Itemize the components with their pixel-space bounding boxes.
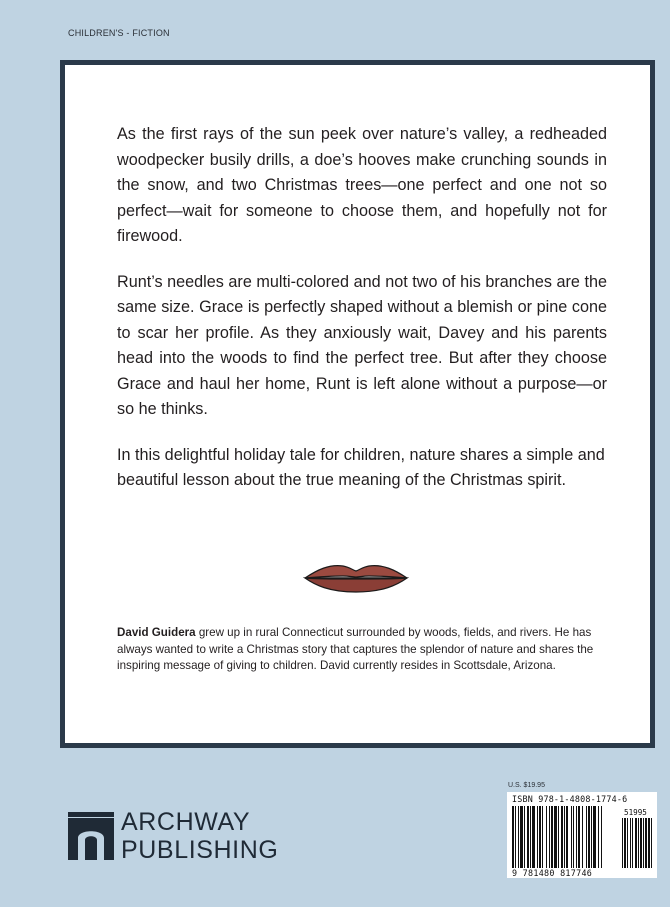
blurb-paragraph-3: In this delightful holiday tale for children, nature shares a simple and beautiful lesson about the true meaning of the Christmas spirit. bbox=[117, 445, 605, 489]
author-bio-text: grew up in rural Connecticut surrounded by woods, fields, and rivers. He has always wanted to write a Christmas story that captures the splendor of nature and shares the inspiring message of giving to children. David currently resides in Scottsdale, Arizona. bbox=[117, 626, 594, 673]
isbn-barcode bbox=[507, 792, 657, 878]
publisher-name-line2: PUBLISHING bbox=[121, 836, 279, 864]
blurb-paragraph-2: Runt’s needles are multi-colored and not two of his branches are the same size. Grace is perfectly shaped without a blemish or pine cone to scar her profile. As they anxiously wait, Davey and his parents head into the woods to find the perfect tree. But after they choose Grace and haul her home, Runt is left alone without a purpose—or so he thinks. bbox=[117, 272, 607, 418]
archway-logo-icon bbox=[68, 812, 114, 860]
back-cover-panel bbox=[60, 60, 655, 748]
book-blurb bbox=[117, 122, 607, 514]
publisher-name-line1: ARCHWAY bbox=[121, 808, 251, 836]
author-bio bbox=[117, 625, 609, 675]
publisher-logo bbox=[68, 810, 278, 862]
lips-icon bbox=[303, 561, 409, 595]
isbn-number: ISBN 978-1-4808-1774-6 bbox=[512, 794, 628, 804]
price-code: 51995 bbox=[624, 808, 647, 817]
price-barcode-bars bbox=[622, 818, 654, 868]
ean-barcode-bars bbox=[512, 806, 616, 868]
price-label: U.S. $19.95 bbox=[508, 782, 545, 789]
category-label: CHILDREN'S - FICTION bbox=[68, 28, 170, 38]
blurb-paragraph-1: As the first rays of the sun peek over nature’s valley, a redheaded woodpecker busily drills, a doe’s hooves make crunching sounds in the snow, and two Christmas trees—one perfect and one not so perfect—wait for someone to choose them, and hopefully not for firewood. bbox=[117, 125, 607, 245]
author-name: David Guidera bbox=[117, 626, 196, 639]
ean-digits: 9 781480 817746 bbox=[512, 868, 593, 878]
